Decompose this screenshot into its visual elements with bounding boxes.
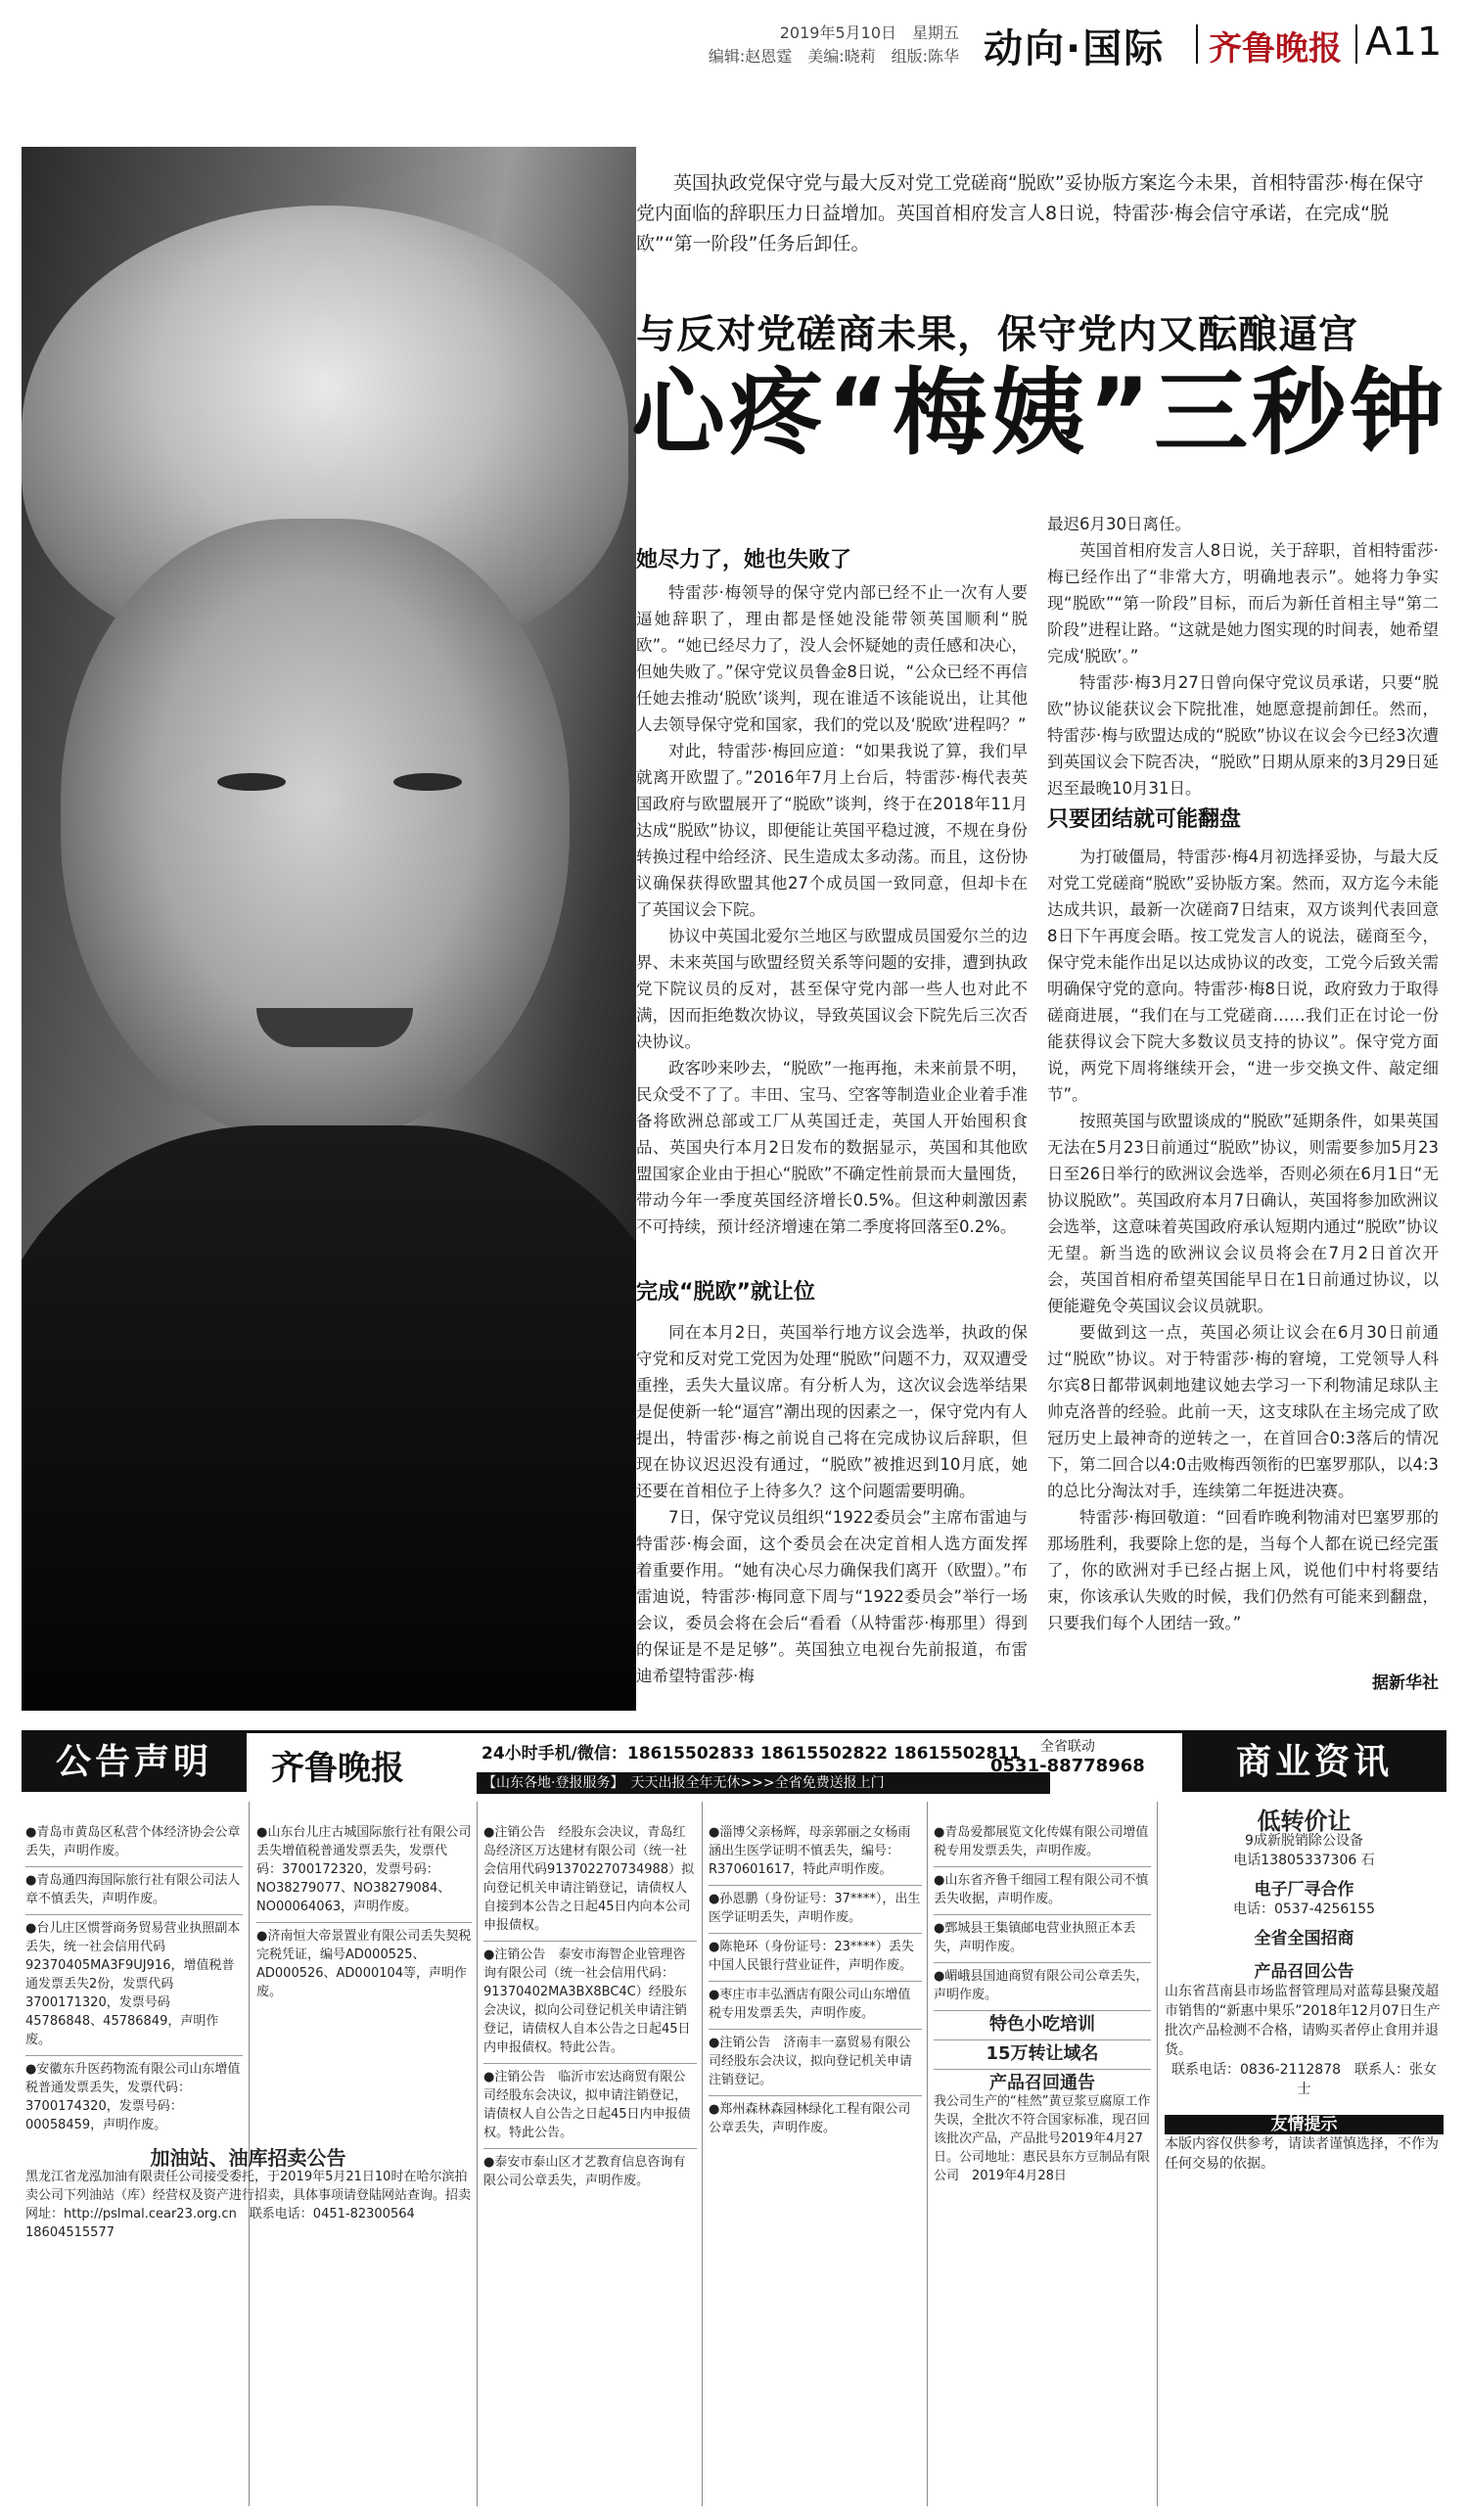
paragraph: 为打破僵局，特雷莎·梅4月初选择妥协，与最大反对党工党磋商“脱欧”妥协版方案。然而，双方迄今未能达成共识，最新一次磋商7日结束，双方谈判代表回意8日下午再度会晤。按工党发言人的说法，磋商至今，保守党未能作出足以达成协议的改变，工党今后致关需明确保守党的意向。特雷莎·梅8日说，政府致力于取得磋商进展，“我们在与工党磋商……我们正在讨论一份能获得议会下院大多数议员支持的协议”。保守党方面说，两党下周将继续开会，“进一步交换文件、敲定细节”。 [1047,848,1439,1104]
biz-tip-title: 友情提示 [1165,2115,1444,2134]
ad-column-3 [483,1823,697,2190]
photo-mouth [256,1008,413,1047]
biz-recall-contact: 联系电话：0836-2112878 联系人：张女士 [1170,2062,1438,2097]
paragraph: 7日，保守党议员组织“1922委员会”主席布雷迪与特雷莎·梅会面，这个委员会在决定首相人选方面发挥着重要作用。“她有决心尽力确保我们离开（欧盟）。”布雷迪说，特雷莎·梅同意下周与“1922委员会”举行一场会议，委员会将在会后“看看（从特雷莎·梅那里）得到的保证是不是足够”。英国独立电视台先前报道，布雷迪希望特雷莎·梅 [636,1508,1028,1685]
announcement-header: 公告声明 [22,1733,247,1792]
biz-e-title: 电子厂寻合作 [1254,1880,1354,1900]
ad-item: ●孙恩鹏（身份证号：37****），出生医学证明丢失，声明作废。 [709,1885,922,1927]
banner-logo: 齐鲁晚报 [271,1749,404,1788]
business-header: 商业资讯 [1182,1733,1446,1792]
ad-item: ●鄄城县王集镇邮电营业执照正本丢失，声明作废。 [934,1914,1151,1956]
biz-recall-title: 产品召回公告 [1254,1962,1354,1982]
ad-item: ●山东台儿庄古城国际旅行社有限公司丢失增值税普通发票丢失，发票代码：3700172320，发票号码：NO38279077、NO38279084、NO00064063，声明作废。 [256,1825,472,1914]
ad-item: ●注销公告 泰安市海智企业管理咨询有限公司（统一社会信用代码：91370402MA3BX8BC4C）经股东会决议，拟向公司登记机关申请注销登记，请债权人自本公告之日起45日内申报债权。特此公告。 [483,1941,697,2057]
paragraph: 要做到这一点，英国必须让议会在6月30日前通过“脱欧”协议。对于特雷莎·梅的窘境，工党领导人科尔宾8日都带讽刺地建议她去学习一下利物浦足球队主帅克洛普的经验。此前一天，这支球队在主场完成了欧冠历史上最神奇的逆转之一，在首回合0:3落后的情况下，第二回合以4:0击败梅西领衔的巴塞罗那队，以4:3的总比分淘汰对手，连续第二年挺进决赛。 [1047,1323,1439,1500]
biz-recall-text: 山东省莒南县市场监督管理局对蓝莓县聚茂超市销售的“新惠中果乐”2018年12月07日生产批次产品检测不合格，请购买者停止食用并退货。 [1165,1984,1441,2058]
ad-column-4 [709,1823,922,2137]
ad-item: ●注销公告 经股东会决议，青岛红岛经济区万达建材有限公司（统一社会信用代码913702270734988）拟向登记机关申请注销登记，请债权人自接到本公告之日起45日内向本公司申报债权。 [483,1825,695,1933]
recall-text: 我公司生产的“桂然”黄豆浆豆腐原工作失误，全批次不符合国家标准，现召回该批次产品，产品批号2019年4月27日。公司地址：惠民县东方豆制品有限公司 2019年4月28日 [934,2094,1151,2183]
header-meta [709,22,959,69]
page-number: A11 [1365,20,1443,65]
article-column-2b [1047,844,1439,1636]
paragraph: 特雷莎·梅回敬道：“回看昨晚利物浦对巴塞罗那的那场胜利，我要除上您的是，当每个人都在说已经完蛋了，你的欧洲对手已经占据上风，说他们中村将要结束，你该承认失败的时候，我们仍然有可能来到翻盘，只要我们每个人团结一致。” [1047,1508,1439,1632]
photo-face [61,519,570,1145]
portrait-photo [22,147,636,1711]
biz-hire: 全省全国招商 [1254,1929,1354,1948]
subheading: 只要团结就可能翻盘 [1047,807,1242,832]
paragraph: 对此，特雷莎·梅回应道：“如果我说了算，我们早就离开欧盟了。”2016年7月上台后，特雷莎·梅代表英国政府与欧盟展开了“脱欧”谈判，终于在2018年11月达成“脱欧”协议，即便能让英国平稳过渡，不规在身份转换过程中给经济、民生造成太多动荡。而且，这份协议确保获得欧盟其他27个成员国一致同意，但却卡在了英国议会下院。 [636,742,1028,919]
paragraph: 按照英国与欧盟谈成的“脱欧”延期条件，如果英国无法在5月23日前通过“脱欧”协议，则需要参加5月23日至26日举行的欧洲议会选举，否则必须在6月1日“无协议脱欧”。英国政府本月7日确认，英国将参加欧洲议会选举，这意味着英国政府承认短期内通过“脱欧”协议无望。新当选的欧洲议会议员将会在7月2日首次开会，英国首相府希望英国能早日在1日前通过协议，以便能避免令英国议会议员就职。 [1047,1112,1439,1315]
column-divider [477,1802,478,2506]
ad-item: ●青岛市黄岛区私营个体经济协会公章丢失，声明作废。 [25,1825,241,1858]
article-column-1 [636,579,1028,1240]
banner-hotline-title: 全省联动 [1039,1739,1095,1755]
photo-coat [22,1125,636,1711]
column-divider [927,1802,928,2506]
ad-item: ●泰安市泰山区才艺教育信息咨询有限公司公章丢失，声明作废。 [483,2148,697,2190]
article-column-2 [1047,511,1439,802]
paragraph: 特雷莎·梅领导的保守党内部已经不止一次有人要逼她辞职了，理由都是怪她没能带领英国顺利“脱欧”。“她已经尽力了，没人会怀疑她的责任感和决心，但她失败了。”保守党议员鲁金8日说，“公众已经不再信任她去推动‘脱欧’谈判，现在谁适不该能说出，让其他人去领导保守党和国家，我们的党以及‘脱欧’进程吗？” [636,583,1028,734]
ad-item: ●枣庄市丰弘酒店有限公司山东增值税专用发票丢失，声明作废。 [709,1981,922,2023]
photo-eye [393,773,462,791]
banner-tagline: 【山东各地·登报服务】 天天出报全年无休>>>全省免费送报上门 [477,1772,1050,1794]
domain-ad: 15万转让域名 [934,2039,1151,2063]
ad-column-1 [25,1823,243,2134]
paragraph: 最迟6月30日离任。 [1047,515,1191,533]
ad-item: ●济南恒大帝景置业有限公司丢失契税完税凭证，编号AD000525、AD000526、AD000104等，声明作废。 [256,1922,472,2001]
column-divider [1157,1802,1158,2506]
banner-phone: 24小时手机/微信：18615502833 18615502822 18615502811 [482,1744,1022,1764]
header-divider [1196,24,1198,64]
gas-ad-title: 加油站、油库招卖公告 [150,2146,346,2170]
gas-ad-text: 黑龙江省龙泓加油有限责任公司接受委托，于2019年5月21日10时在哈尔滨拍卖公司下列油站（库）经营权及资产进行招卖，具体事项请登陆网站查询。招卖网址：http://pslmal.cear23.org.cn 联系电话：0451-82300564 18604515577 [25,2170,472,2240]
ad-item: ●注销公告 临沂市宏达商贸有限公司经股东会决议，拟申请注销登记，请债权人自公告之日起45日内申报债权。特此公告。 [483,2063,697,2142]
article-column-1b [636,1319,1028,1689]
biz-tip-text: 本版内容仅供参考，请读者谨慎选择，不作为任何交易的依据。 [1165,2136,1439,2172]
biz-low-price: 低转价让 [1257,1808,1352,1835]
ad-item: ●嵋峨县国迪商贸有限公司公章丢失，声明作废。 [934,1962,1151,2004]
ad-item: ●青岛爱都展览文化传媒有限公司增值税专用发票丢失，声明作废。 [934,1825,1149,1858]
banner-hotline-phone: 0531-88778968 [990,1756,1145,1776]
subheading: 完成“脱欧”就让位 [636,1280,815,1305]
column-divider [702,1802,703,2506]
gas-station-ad [25,2146,472,2242]
ad-item: ●郑州森林森园林绿化工程有限公司公章丢失，声明作废。 [709,2095,922,2137]
ad-item: ●青岛通四海国际旅行社有限公司法人章不慎丢失，声明作废。 [25,1866,243,1908]
header-date: 2019年5月10日 星期五 [779,23,959,42]
header-editors: 编辑:赵恩霆 美编:晓莉 组版:陈华 [708,47,959,66]
ad-item: ●山东省齐鲁千细园工程有限公司不慎丢失收据，声明作废。 [934,1866,1151,1908]
photo-eye [217,773,286,791]
page-header [0,0,1468,78]
subheading: 她尽力了，她也失败了 [636,548,852,573]
biz-low-desc: 9成新脱销除公设备 [1245,1833,1363,1849]
recall-title: 产品召回通告 [934,2069,1151,2092]
business-column [1165,1808,1444,2174]
classified-ads [22,1730,1446,2506]
header-divider [1355,24,1357,64]
paragraph: 英国首相府发言人8日说，关于辞职，首相特雷莎·梅已经作出了“非常大方，明确地表示”。她将力争实现“脱欧”“第一阶段”目标，而后为新任首相主导“第二阶段”进程让路。“这就是她力图实现的时间表，她希望完成‘脱欧’。” [1047,541,1439,665]
biz-e-phone: 电话：0537-4256155 [1232,1901,1376,1917]
paragraph: 特雷莎·梅3月27日曾向保守党议员承诺，只要“脱欧”协议能获议会下院批准，她愿意提前卸任。然而，特雷莎·梅与欧盟达成的“脱欧”协议在议会今已经3次遭到英国议会下院否决，“脱欧”日期从原来的3月29日延迟至最晚10月31日。 [1047,673,1439,798]
ad-column-2 [256,1823,472,2001]
article-lead: 英国执政党保守党与最大反对党工党磋商“脱欧”妥协版方案迄今未果，首相特雷莎·梅在保守党内面临的辞职压力日益增加。英国首相府发言人8日说，特雷莎·梅会信守承诺，在完成“脱欧”“第一阶段”任务后卸任。 [636,172,1424,254]
paragraph: 政客吵来吵去，“脱欧”一拖再拖，未来前景不明，民众受不了了。丰田、宝马、空客等制造业企业着手准备将欧洲总部或工厂从英国迁走，英国人开始囤积食品、英国央行本月2日发布的数据显示，英国和其他欧盟国家企业由于担心“脱欧”不确定性前景而大量囤货，带动今年一季度英国经济增长0.5%。但这种刺激因素不可持续，预计经济增速在第二季度将回落至0.2%。 [636,1059,1028,1236]
article-credit: 据新华社 [1372,1673,1439,1693]
ad-item: ●注销公告 济南丰一嘉贸易有限公司经股东会决议，拟向登记机关申请注销登记。 [709,2029,922,2089]
section-title: 动向·国际 [984,26,1166,71]
ad-item: ●台儿庄区惯誉商务贸易营业执照副本丢失，统一社会信用代码92370405MA3F9UJ916，增值税普通发票丢失2份，发票代码3700171320，发票号码45786848、45786849，声明作废。 [25,1914,243,2049]
biz-low-phone: 电话13805337306 石 [1233,1853,1375,1868]
article-headline: 心疼“梅姨”三秒钟 [631,358,1448,468]
paragraph: 同在本月2日，英国举行地方议会选举，执政的保守党和反对党工党因为处理“脱欧”问题不力，双双遭受重挫，丢失大量议席。有分析人为，这次议会选举结果是促使新一轮“逼宫”潮出现的因素之一，保守党内有人提出，特雷莎·梅之前说自己将在完成协议后辞职，但现在协议迟迟没有通过，“脱欧”被推迟到10月底，她还要在首相位子上待多久？这个问题需要明确。 [636,1323,1028,1500]
banner-hotline [990,1737,1145,1777]
ad-item: ●安徽东升医药物流有限公司山东增值税普通发票丢失，发票代码：3700174320，发票号码：00058459，声明作废。 [25,2055,243,2134]
article-deck: 与反对党磋商未果，保守党内又酝酿逼宫 [636,312,1358,357]
ad-column-5 [934,1823,1151,2185]
training-ad: 特色小吃培训 [934,2010,1151,2034]
paper-logo: 齐鲁晚报 [1209,29,1342,69]
paragraph: 协议中英国北爱尔兰地区与欧盟成员国爱尔兰的边界、未来英国与欧盟经贸关系等问题的安排，遭到执政党下院议员的反对，甚至保守党内部一些人也对此不满，因而拒绝数次协议，导致英国议会下院先后三次否决协议。 [636,927,1028,1051]
ad-item: ●淄博父亲杨辉，母亲郭丽之女杨雨涵出生医学证明不慎丢失，编号：R370601617，特此声明作废。 [709,1825,911,1877]
ad-item: ●陈艳环（身份证号：23****）丢失中国人民银行营业证件，声明作废。 [709,1933,922,1975]
